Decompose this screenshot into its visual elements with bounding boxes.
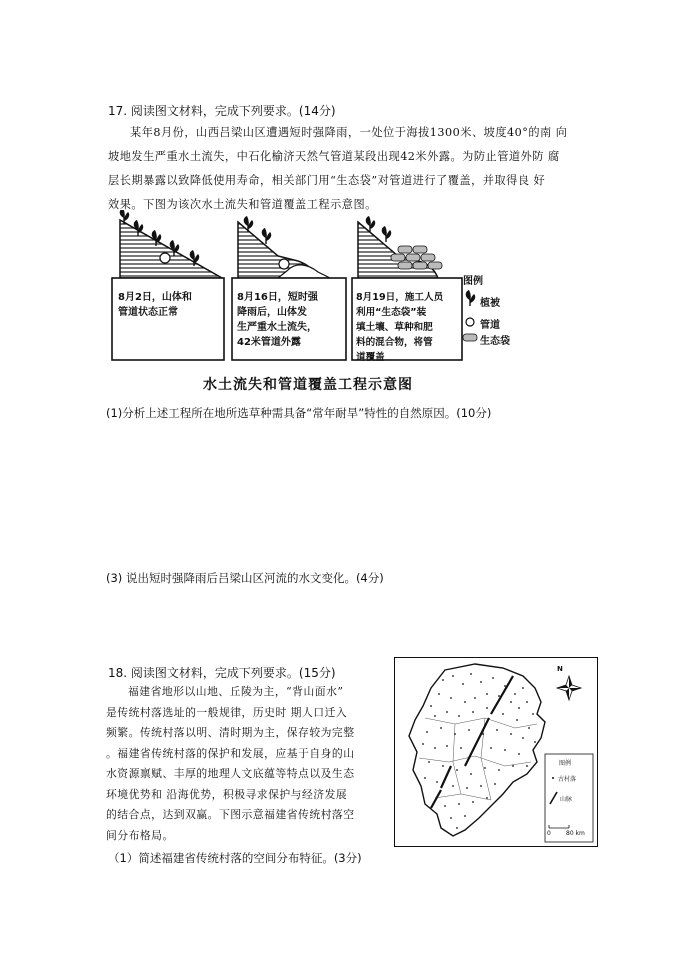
fujian-map-svg: [395, 658, 597, 846]
q17-paragraph-line: 层长期暴露以致降低使用寿命，相关部门用“生态袋”对管道进行了覆盖，并取得良 好: [108, 174, 546, 187]
erosion-figure: [108, 210, 538, 400]
village-legend-icon: [552, 777, 554, 779]
panel-text-line: 8月2日，山体和: [118, 292, 192, 303]
map-legend-title: 图例: [559, 760, 572, 767]
q18-paragraph-line: 间分布格局。: [106, 828, 174, 842]
panel-text-line: 8月16日，短时强: [237, 292, 318, 303]
q18-paragraph-line: 。福建省传统村落的保护和发展，应基于自身的山: [106, 746, 355, 760]
legend-ecobag: 生态袋: [480, 336, 510, 347]
ecobag-stack: [391, 246, 442, 269]
pipe-icon: [160, 253, 170, 263]
scale-zero: 0: [547, 830, 551, 837]
compass-icon: [557, 676, 581, 700]
q18-paragraph-line: 的结合点，达到双赢。下图示意福建省传统村落空: [106, 808, 355, 821]
map-legend-mountain: 山脉: [560, 796, 573, 803]
panel-text-line: 管道状态正常: [118, 307, 178, 318]
panel-text-line: 生严重水土流失，: [237, 322, 317, 333]
map-legend-village: 古村落: [558, 776, 577, 783]
q18-title: 18. 阅读图文材料，完成下列要求。(15分): [108, 666, 336, 680]
panel-text-line: 利用“生态袋”装: [356, 307, 427, 318]
scale-km: 80 km: [566, 830, 585, 837]
panel-text-line: 42米管道外露: [237, 337, 301, 348]
panel-3-slope: [358, 216, 442, 278]
panel-text-line: 8月19日，施工人员: [356, 292, 444, 303]
q17-paragraph-line: 效果。下图为该次水土流失和管道覆盖工程示意图。: [108, 198, 377, 211]
q17-paragraph-line: 坡地发生严重水土流失，中石化榆济天然气管道某段出现42米外露。为防止管道外防 腐: [108, 150, 560, 163]
q18-paragraph-line: 是传统村落选址的一般规律，历史时 期人口迁入: [106, 705, 348, 719]
figure-title: 水土流失和管道覆盖工程示意图: [203, 377, 413, 393]
q17-sub3: (3) 说出短时强降雨后吕梁山区河流的水文变化。(4分): [106, 571, 384, 585]
ecobag-icon: [463, 334, 477, 341]
panel-text-line: 道覆盖: [356, 352, 385, 363]
q17-paragraph-line: 某年8月份，山西吕梁山区遭遇短时强降雨，一处位于海拔1300米、坡度40°的南 向: [130, 126, 568, 139]
pipe-icon: [279, 259, 289, 269]
q18-paragraph-line: 频繁。传统村落以明、清时期为主，保存较为完整: [106, 726, 355, 739]
panel-2-text: [237, 290, 345, 350]
panel-text-line: 填土壤、草种和肥: [356, 322, 433, 333]
legend-pipe: 管道: [480, 320, 500, 331]
q18-paragraph-line: 福建省地形以山地、丘陵为主，“背山面水”: [128, 685, 344, 698]
pipe-legend-icon: [466, 318, 474, 326]
province-outline: [409, 664, 545, 836]
panel-text-line: 料的混合物，将管: [356, 337, 433, 348]
q18-paragraph-line: 环境优势和 沿海优势，积极寻求保护与经济发展: [106, 787, 348, 801]
compass-label: N: [557, 665, 563, 673]
q17-paragraph: [108, 121, 588, 217]
fujian-map: [394, 657, 598, 847]
q18-paragraph-line: 水资源禀赋、丰厚的地理人文底蕴等特点以及生态: [106, 767, 355, 780]
q17-sub1: (1)分析上述工程所在地所选草种需具备“常年耐旱”特性的自然原因。(10分): [106, 406, 492, 420]
q17-title: 17. 阅读图文材料，完成下列要求。(14分): [108, 104, 336, 118]
panel-3-text: [356, 290, 462, 365]
panel-1-slope: [120, 210, 222, 278]
vegetation-icon: [466, 290, 476, 306]
legend-title: 图例: [463, 276, 483, 287]
legend-vegetation: 植被: [480, 298, 500, 309]
q18-paragraph: [106, 682, 386, 846]
panel-1-text: [118, 290, 222, 320]
panel-text-line: 降雨后，山体发: [237, 307, 307, 318]
q18-sub1: （1）简述福建省传统村落的空间分布特征。(3分): [108, 851, 362, 865]
panel-2-slope: [238, 216, 330, 278]
